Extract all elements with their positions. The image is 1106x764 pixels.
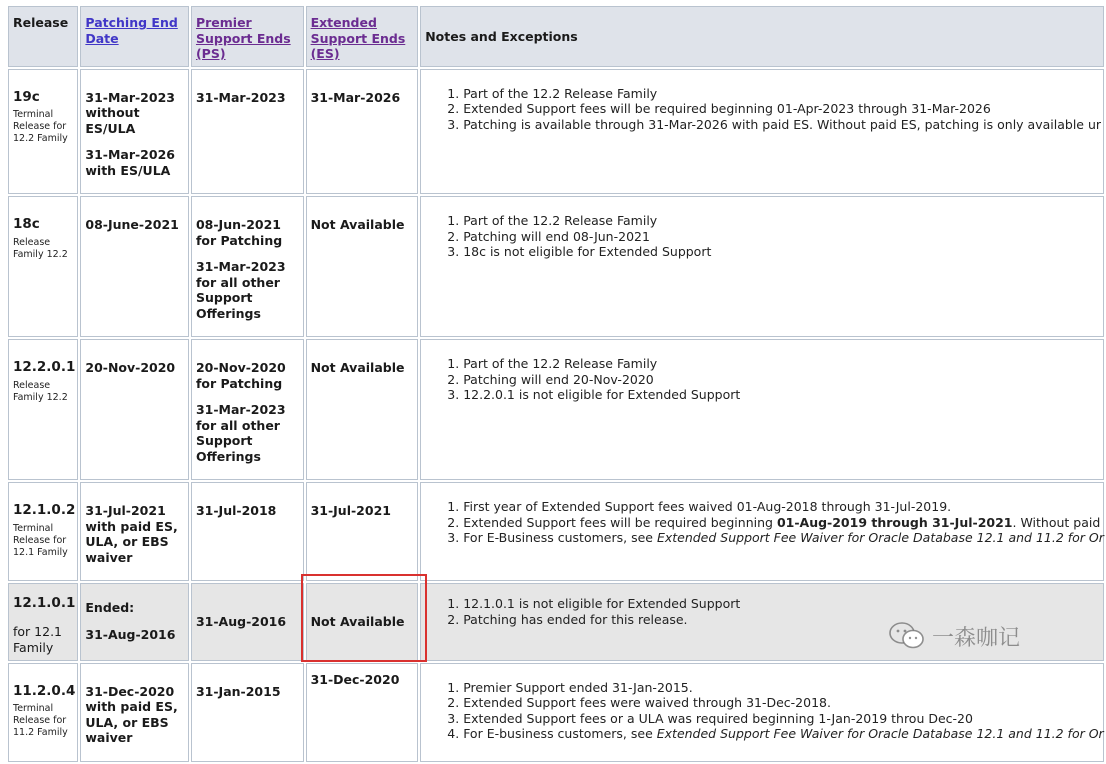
premier-value: 31-Jul-2018: [195, 503, 277, 518]
note-item: [463, 515, 1099, 531]
table-row: [8, 663, 1104, 762]
premier-value: 31-Mar-2023: [195, 89, 286, 105]
patching-end-cell: [80, 482, 189, 581]
note-item: [463, 530, 1104, 546]
extended-cell: [306, 339, 419, 480]
premier-cell: [191, 339, 304, 480]
patching-end-line: 31-Mar-2023 without ES/ULA: [85, 89, 175, 136]
header-notes: Notes and Exceptions: [420, 6, 1104, 67]
header-premier-support: [191, 6, 304, 67]
extended-value: 31-Mar-2026: [310, 89, 401, 105]
note-text: For E-Business customers, see: [463, 530, 657, 545]
notes-list: [425, 499, 1104, 546]
header-row: [8, 6, 1104, 67]
note-text: For E-business customers, see: [463, 726, 657, 741]
note-item: 3. Patching is available through 31-Mar-2026 with paid ES. Without paid ES, patching is only available ur: [463, 117, 1099, 133]
premier-cell: [191, 663, 304, 762]
premier-cell: [191, 583, 304, 661]
release-cell: [8, 482, 78, 581]
notes-cell: [420, 482, 1104, 581]
premier-value: 20-Nov-2020 for Patching: [195, 360, 286, 391]
patching-end-cell: [80, 196, 189, 337]
release-name: 12.2.0.1: [13, 359, 76, 375]
note-text: . Without paid: [1012, 514, 1101, 530]
release-name: 19c: [13, 88, 40, 105]
release-sub: Release Family 12.2: [13, 379, 68, 403]
notes-list: [425, 213, 1099, 260]
premier-cell: [191, 482, 304, 581]
table-row: [8, 69, 1104, 195]
note-item: 3. 12.2.0.1 is not eligible for Extended Support: [463, 387, 1099, 403]
premier-value: 31-Mar-2023 for all other Support Offerings: [195, 402, 286, 464]
release-name: 11.2.0.4: [13, 682, 76, 699]
note-item: 3. 18c is not eligible for Extended Support: [463, 244, 1099, 260]
note-item: 1. Part of the 12.2 Release Family: [463, 356, 1099, 372]
support-table-frame: [6, 4, 1104, 745]
note-item: 1. Part of the 12.2 Release Family: [463, 86, 1099, 102]
extended-value: Not Available: [310, 614, 405, 629]
premier-value: 31-Aug-2016: [195, 614, 287, 629]
note-item: 2. Patching will end 20-Nov-2020: [463, 372, 1099, 388]
note-item: 2. Patching will end 08-Jun-2021: [463, 229, 1099, 245]
note-item: 2. Patching has ended for this release.: [463, 612, 1099, 628]
header-premier-support-link[interactable]: Premier Support Ends (PS): [195, 15, 291, 61]
note-bold-dates: 01-Aug-2019 through 31-Jul-2021: [776, 514, 1013, 530]
patching-end-line: 20-Nov-2020: [85, 360, 176, 375]
release-cell: [8, 196, 78, 337]
table-row: [8, 482, 1104, 581]
release-name: 12.1.0.2: [13, 502, 76, 518]
release-cell: [8, 69, 78, 195]
patching-end-cell: [80, 339, 189, 480]
release-sub: Terminal Release for 12.2 Family: [13, 109, 68, 144]
notes-cell: [420, 196, 1104, 337]
extended-value: 31-Dec-2020: [310, 671, 400, 687]
release-sub: Terminal Release for 11.2 Family: [13, 703, 68, 738]
patching-end-line: 31-Aug-2016: [85, 626, 176, 642]
note-item: 2. Extended Support fees were waived through 31-Dec-2018.: [463, 695, 1099, 711]
table-row: [8, 196, 1104, 337]
notes-list: [425, 85, 1102, 133]
premier-cell: [191, 196, 304, 337]
notes-cell: [420, 663, 1104, 762]
note-item: 1. Part of the 12.2 Release Family: [463, 213, 1099, 229]
patching-end-cell: [80, 583, 189, 661]
note-text: Extended Support fees will be required beginning: [463, 514, 777, 530]
patching-end-line: 31-Dec-2020 with paid ES, ULA, or EBS waiver: [85, 683, 178, 745]
header-release: Release: [8, 6, 78, 67]
header-patching-end: [80, 6, 189, 67]
extended-cell: [306, 663, 419, 762]
patching-end-line: 31-Mar-2026 with ES/ULA: [85, 147, 175, 178]
watermark-text: 一森咖记: [932, 625, 1021, 651]
premier-value: 31-Jan-2015: [195, 683, 281, 699]
note-item: 3. Extended Support fees or a ULA was required beginning 1-Jan-2019 throu Dec-20: [463, 711, 1099, 727]
note-item: [463, 726, 1104, 742]
patching-end-line: 31-Jul-2021 with paid ES, ULA, or EBS waiver: [85, 503, 178, 565]
note-item: 1. Premier Support ended 31-Jan-2015.: [463, 680, 1099, 696]
patching-end-line: 08-June-2021: [85, 217, 179, 232]
premier-value: 08-Jun-2021 for Patching: [195, 217, 283, 248]
note-doc-link[interactable]: Extended Support Fee Waiver for Oracle Database 12.1 and 11.2 for Or: [656, 726, 1104, 741]
highlight-box: [301, 574, 427, 662]
extended-value: Not Available: [310, 360, 405, 375]
watermark: [888, 618, 1020, 654]
notes-list: [425, 356, 1099, 403]
release-name: 12.1.0.1: [13, 595, 76, 611]
notes-cell: [420, 339, 1104, 480]
extended-value: Not Available: [310, 217, 405, 232]
release-sub: for 12.1 Family: [13, 623, 62, 655]
header-patching-end-link[interactable]: Patching End Date: [85, 15, 178, 46]
table-row: [8, 339, 1104, 480]
header-extended-support-link[interactable]: Extended Support Ends (ES): [310, 15, 406, 61]
extended-cell: [306, 482, 419, 581]
extended-cell: [306, 69, 419, 195]
header-extended-support: [306, 6, 419, 67]
release-cell: [8, 339, 78, 480]
release-cell: [8, 663, 78, 762]
note-item: 1. 12.1.0.1 is not eligible for Extended Support: [463, 596, 1099, 612]
wechat-icon: [888, 621, 926, 651]
patching-end-cell: [80, 663, 189, 762]
extended-cell: [306, 196, 419, 337]
extended-value: 31-Jul-2021: [310, 503, 391, 518]
release-cell: [8, 583, 78, 661]
notes-cell: [420, 69, 1104, 195]
note-doc-link[interactable]: Extended Support Fee Waiver for Oracle Database 12.1 and 11.2 for Or: [656, 530, 1104, 545]
release-sub: Release Family 12.2: [13, 236, 68, 260]
patching-end-line: Ended:: [85, 600, 135, 615]
premier-value: 31-Mar-2023 for all other Support Offerings: [195, 259, 286, 321]
note-item: 1. First year of Extended Support fees waived 01-Aug-2018 through 31-Jul-2019.: [463, 499, 1099, 515]
patching-end-cell: [80, 69, 189, 195]
release-sub: Terminal Release for 12.1 Family: [13, 522, 68, 558]
notes-list: [425, 679, 1104, 742]
note-item: 2. Extended Support fees will be required beginning 01-Apr-2023 through 31-Mar-2026: [463, 101, 1099, 117]
release-name: 18c: [13, 216, 40, 232]
premier-cell: [191, 69, 304, 195]
